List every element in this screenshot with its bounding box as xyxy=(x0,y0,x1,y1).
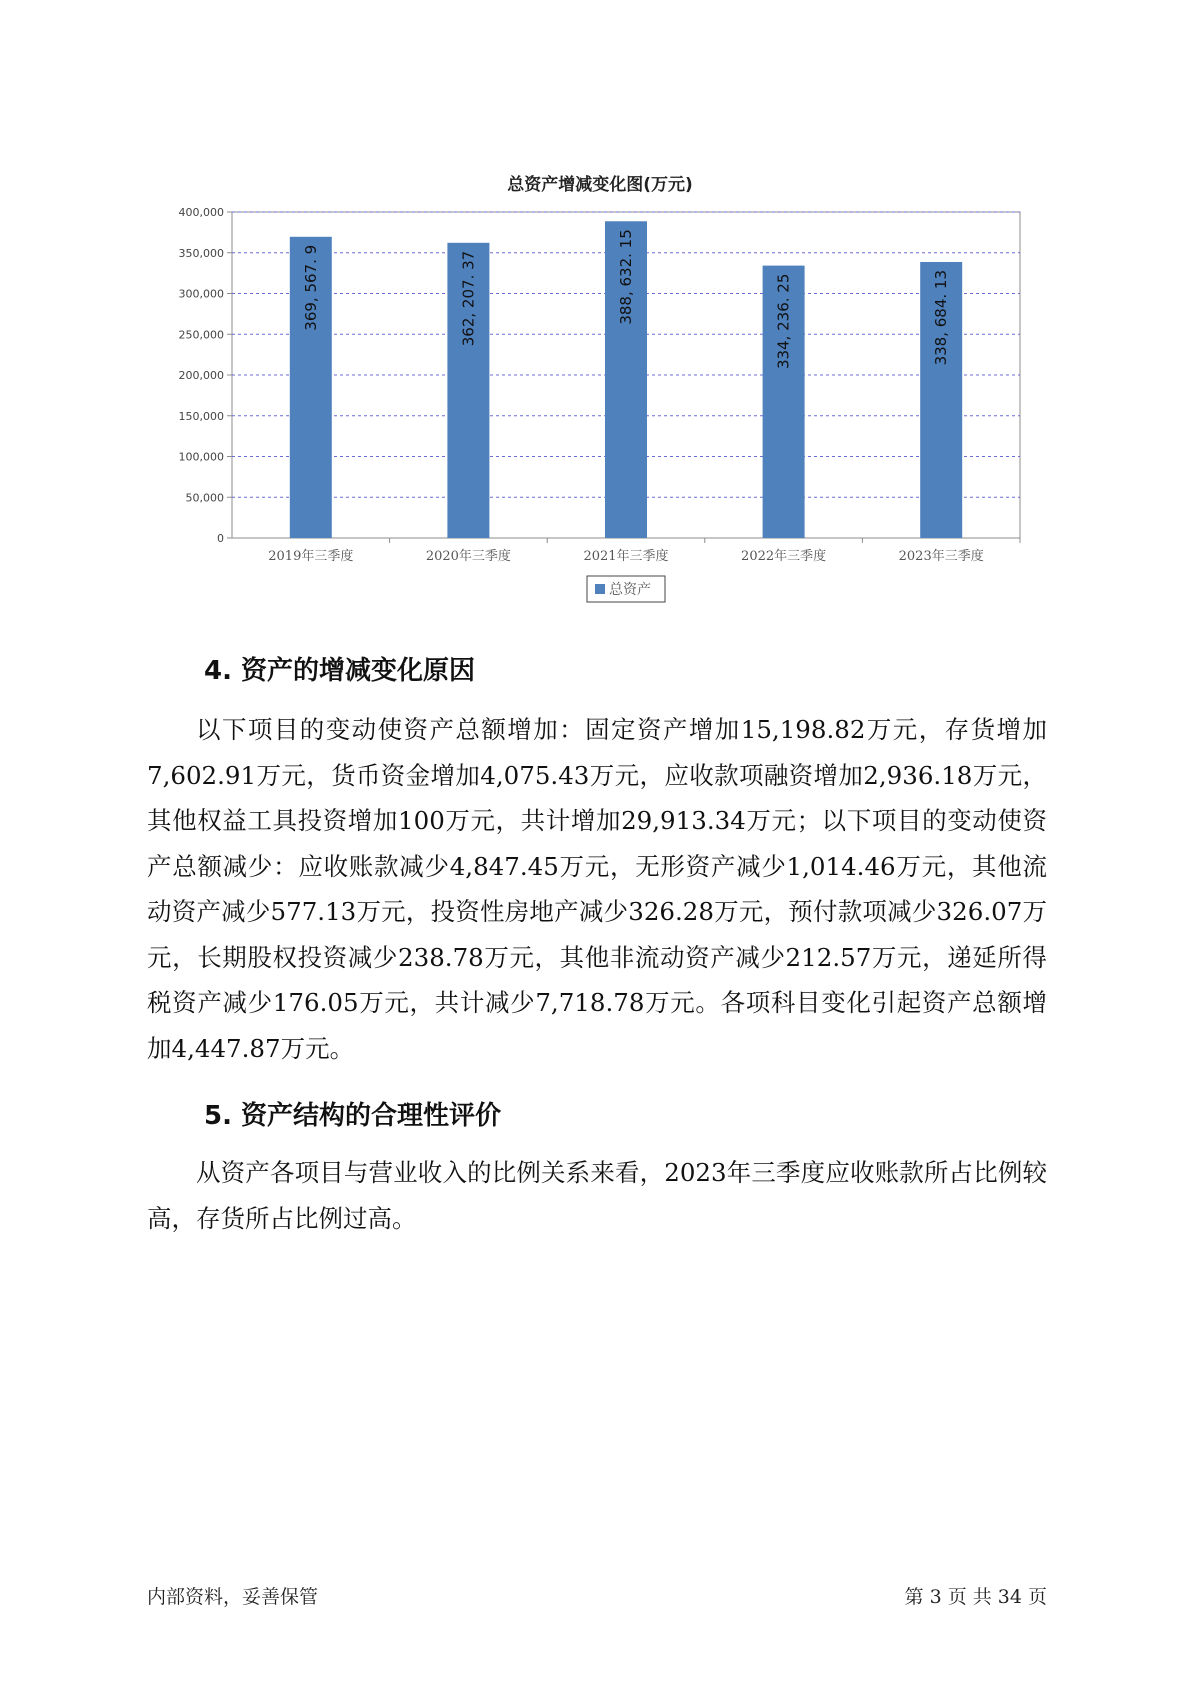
bar-chart xyxy=(160,200,1040,620)
y-tick-label: 100,000 xyxy=(178,450,224,464)
y-tick-label: 200,000 xyxy=(178,369,224,382)
x-tick-label: 2023年三季度 xyxy=(898,549,984,564)
bar-data-label: 334, 236. 25 xyxy=(774,273,793,370)
section-4-paragraph: 以下项目的变动使资产总额增加：固定资产增加15,198.82万元，存货增加7,602.91万元，货币资金增加4,075.43万元，应收款项融资增加2,936.18万元，其他权益工具投资增加100万元，共计增加29,913.34万元；以下项目的变动使资产总额减少：应收账款减少4,847.45万元，无形资产减少1,014.46万元，其他流动资产减少577.13万元，投资性房地产减少326.28万元，预付款项减少326.07万元，长期股权投资减少238.78万元，其他非流动资产减少212.57万元，递延所得税资产减少176.05万元，共计减少7,718.78万元。各项科目变化引起资产总额增加4,447.87万元。 xyxy=(147,715,1047,1063)
y-tick-label: 300,000 xyxy=(178,287,224,301)
x-tick-label: 2019年三季度 xyxy=(268,549,354,564)
x-tick-label: 2022年三季度 xyxy=(741,549,827,564)
bar-data-label: 369, 567. 9 xyxy=(301,244,320,331)
section-5-heading: 5. 资产结构的合理性评价 xyxy=(204,1101,502,1131)
section-5-body xyxy=(147,1150,1047,1241)
y-tick-label: 50,000 xyxy=(185,491,224,505)
bar-data-label: 362, 207. 37 xyxy=(459,250,478,347)
y-tick-label: 350,000 xyxy=(178,246,224,260)
chart-container xyxy=(160,170,1040,620)
bar-data-label: 388, 632. 15 xyxy=(617,229,635,325)
chart-title: 总资产增减变化图(万元) xyxy=(507,175,693,195)
footer-confidential-note: 内部资料，妥善保管 xyxy=(147,1586,319,1608)
legend-label: 总资产 xyxy=(609,582,651,598)
section-5-paragraph: 从资产各项目与营业收入的比例关系来看，2023年三季度应收账款所占比例较高，存货所占比例过高。 xyxy=(147,1158,1047,1233)
footer-page-number: 第 3 页 共 34 页 xyxy=(904,1586,1047,1608)
bar-data-label: 338, 684. 13 xyxy=(932,269,951,366)
x-tick-label: 2021年三季度 xyxy=(583,549,669,564)
y-tick-label: 250,000 xyxy=(178,328,224,342)
x-tick-label: 2020年三季度 xyxy=(425,549,511,564)
legend-swatch xyxy=(595,584,605,594)
section-4-heading: 4. 资产的增减变化原因 xyxy=(204,656,476,686)
y-tick-label: 0 xyxy=(217,532,224,545)
y-tick-label: 150,000 xyxy=(178,409,224,423)
y-tick-label: 400,000 xyxy=(178,206,224,219)
section-4-body xyxy=(147,707,1047,1071)
